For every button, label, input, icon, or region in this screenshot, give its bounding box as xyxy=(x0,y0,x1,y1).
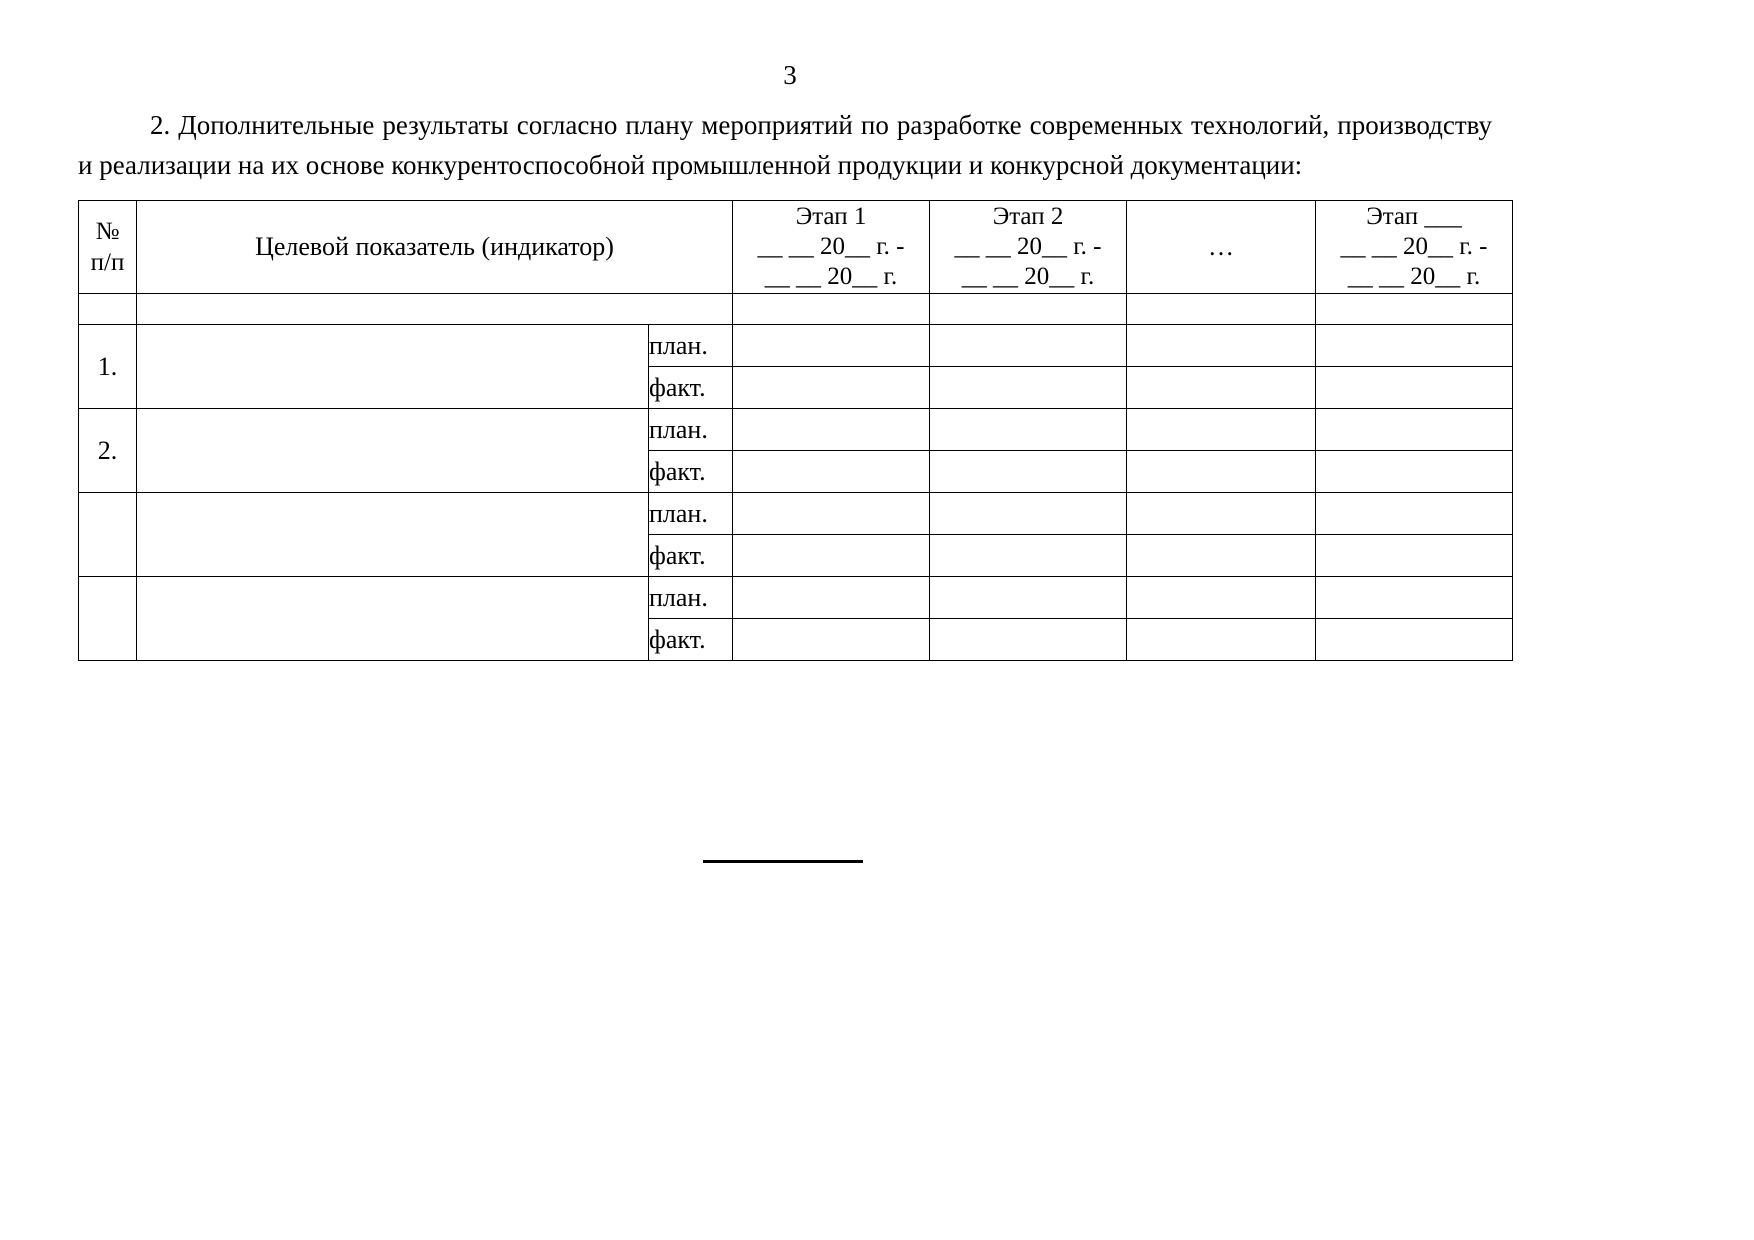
header-stage-last-period-start: __ __ 20__ г. - xyxy=(1340,233,1488,260)
row-plan-label: план. xyxy=(649,409,733,451)
spacer-row-indicator[interactable] xyxy=(137,294,733,325)
header-stage-2 xyxy=(930,201,1127,294)
spacer-row-number[interactable] xyxy=(79,294,137,325)
intro-paragraph-text: 2. Дополнительные результаты согласно плану мероприятий по разработке современных технологий, производству и реализации на их основе конкурентоспособной промышленной продукции и конкурсной документации: xyxy=(78,110,1492,180)
header-stage-last-period-end: __ __ 20__ г. xyxy=(1347,263,1481,290)
header-row-number xyxy=(79,201,137,294)
row-fact-ellipsis[interactable] xyxy=(1127,619,1316,661)
table-head xyxy=(79,201,1513,294)
row-plan-stage-1[interactable] xyxy=(733,493,930,535)
row-plan-stage-2[interactable] xyxy=(930,325,1127,367)
spacer-row-stage-2[interactable] xyxy=(930,294,1127,325)
table-header-row xyxy=(79,201,1513,294)
table-spacer-row xyxy=(79,294,1513,325)
table-row xyxy=(79,409,1513,451)
row-plan-label: план. xyxy=(649,325,733,367)
row-fact-ellipsis[interactable] xyxy=(1127,535,1316,577)
header-ellipsis: … xyxy=(1127,201,1316,294)
header-stage-1 xyxy=(733,201,930,294)
spacer-row-stage-last[interactable] xyxy=(1316,294,1513,325)
row-plan-stage-last[interactable] xyxy=(1316,325,1513,367)
row-fact-stage-last[interactable] xyxy=(1316,367,1513,409)
row-fact-stage-1[interactable] xyxy=(733,451,930,493)
row-fact-stage-last[interactable] xyxy=(1316,451,1513,493)
row-number[interactable]: 1. xyxy=(79,325,137,409)
row-fact-stage-2[interactable] xyxy=(930,367,1127,409)
row-plan-ellipsis[interactable] xyxy=(1127,493,1316,535)
header-stage-2-title: Этап 2 xyxy=(992,203,1064,230)
page-number: 3 xyxy=(783,60,797,90)
row-plan-stage-1[interactable] xyxy=(733,577,930,619)
row-fact-label: факт. xyxy=(649,367,733,409)
row-indicator[interactable] xyxy=(137,325,649,409)
row-plan-stage-last[interactable] xyxy=(1316,493,1513,535)
table-body xyxy=(79,294,1513,661)
row-number[interactable] xyxy=(79,493,137,577)
row-plan-ellipsis[interactable] xyxy=(1127,325,1316,367)
header-stage-2-period-start: __ __ 20__ г. - xyxy=(954,233,1102,260)
row-plan-ellipsis[interactable] xyxy=(1127,577,1316,619)
row-plan-ellipsis[interactable] xyxy=(1127,409,1316,451)
header-stage-last xyxy=(1316,201,1513,294)
row-plan-stage-2[interactable] xyxy=(930,493,1127,535)
row-fact-stage-last[interactable] xyxy=(1316,619,1513,661)
header-stage-1-title: Этап 1 xyxy=(795,203,867,230)
table-row xyxy=(79,325,1513,367)
spacer-row-ellipsis[interactable] xyxy=(1127,294,1316,325)
results-table xyxy=(78,200,1513,661)
header-stage-2-period-end: __ __ 20__ г. xyxy=(961,263,1095,290)
row-fact-stage-last[interactable] xyxy=(1316,535,1513,577)
footer-separator-rule xyxy=(703,860,863,863)
row-indicator[interactable] xyxy=(137,409,649,493)
row-plan-label: план. xyxy=(649,493,733,535)
row-fact-ellipsis[interactable] xyxy=(1127,367,1316,409)
row-fact-label: факт. xyxy=(649,451,733,493)
row-plan-label: план. xyxy=(649,577,733,619)
row-plan-stage-last[interactable] xyxy=(1316,409,1513,451)
row-number[interactable]: 2. xyxy=(79,409,137,493)
header-stage-1-period-end: __ __ 20__ г. xyxy=(764,263,898,290)
spacer-row-stage-1[interactable] xyxy=(733,294,930,325)
row-fact-stage-2[interactable] xyxy=(930,619,1127,661)
header-row-number-line1: № xyxy=(95,218,120,245)
header-stage-1-period-start: __ __ 20__ г. - xyxy=(757,233,905,260)
row-plan-stage-1[interactable] xyxy=(733,325,930,367)
row-plan-stage-last[interactable] xyxy=(1316,577,1513,619)
table-row xyxy=(79,577,1513,619)
row-fact-stage-1[interactable] xyxy=(733,367,930,409)
row-number[interactable] xyxy=(79,577,137,661)
row-indicator[interactable] xyxy=(137,493,649,577)
row-fact-label: факт. xyxy=(649,619,733,661)
row-fact-ellipsis[interactable] xyxy=(1127,451,1316,493)
row-plan-stage-2[interactable] xyxy=(930,409,1127,451)
row-fact-stage-2[interactable] xyxy=(930,535,1127,577)
row-fact-label: факт. xyxy=(649,535,733,577)
row-plan-stage-2[interactable] xyxy=(930,577,1127,619)
row-plan-stage-1[interactable] xyxy=(733,409,930,451)
row-fact-stage-1[interactable] xyxy=(733,535,930,577)
header-row-number-line2: п/п xyxy=(90,249,125,276)
header-indicator: Целевой показатель (индикатор) xyxy=(137,201,733,294)
intro-paragraph xyxy=(78,105,1492,185)
header-stage-last-title: Этап ___ xyxy=(1366,203,1462,230)
row-indicator[interactable] xyxy=(137,577,649,661)
row-fact-stage-1[interactable] xyxy=(733,619,930,661)
results-table-wrapper xyxy=(78,200,1502,661)
row-fact-stage-2[interactable] xyxy=(930,451,1127,493)
table-row xyxy=(79,493,1513,535)
